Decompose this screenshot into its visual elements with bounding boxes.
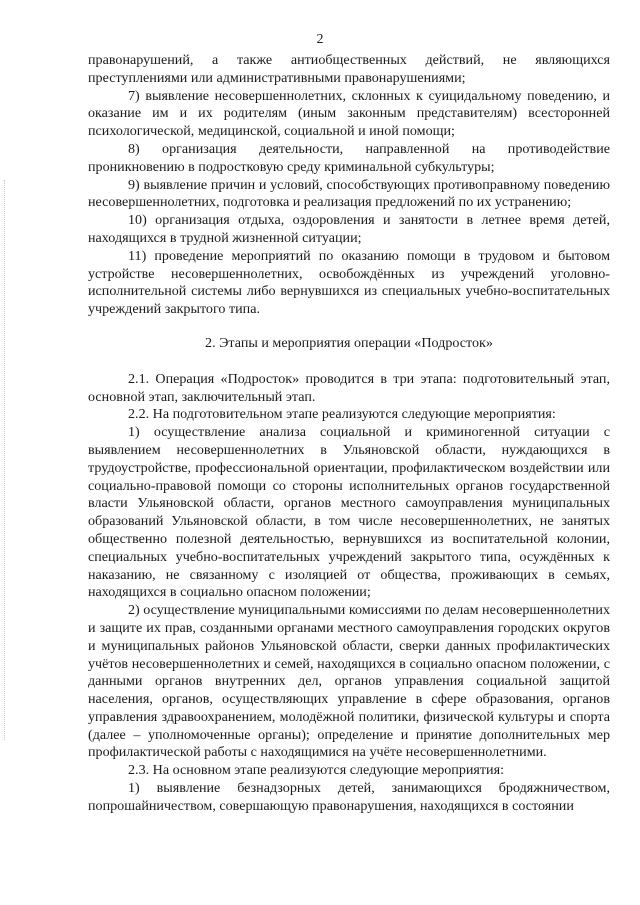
list-item-8: 8) организация деятельности, направленной на противодействие проникновению в подростковую среду криминальной субкультуры; — [88, 140, 610, 175]
clause-2-3: 2.3. На основном этапе реализуются следующие мероприятия: — [128, 762, 504, 779]
page-number: 2 — [316, 32, 324, 47]
clause-2-3-item-1: 1) выявление безнадзорных детей, занимающихся бродяжничеством, попрошайничеством, совершающую правонарушения, находящихся в состоянии — [88, 780, 610, 814]
section-heading: 2. Этапы и мероприятия операции «Подросток» — [205, 334, 493, 351]
clause-2-2-item-2: 2) осуществление муниципальными комиссиями по делам несовершеннолетних и защите их прав, созданными органами местного самоуправления городских округов и муниципальных районов Ульяновской области, сверки данных профилактических учётов несовершеннолетних и семей, находящихся в социально опасном положении, с данными органов внутренних дел, органов управления социальной защитой населения, органов, осуществляющих управление в сфере образования, органов управления здравоохранением, молодёжной политики, физической культуры и спорта (далее – уполномоченные органы); определение и принятие дополнительных мер профилактической работы с находящимися на учёте несовершеннолетними. — [88, 602, 610, 761]
scan-margin-marks — [4, 180, 11, 740]
list-item-7: 7) выявление несовершеннолетних, склонных к суицидальному поведению, и оказание им и их родителям (иным законным представителям) всесторонней психологической, медицинской, социальной и иной помощи; — [88, 87, 610, 140]
list-item-9: 9) выявление причин и условий, способствующих противоправному поведению несовершеннолетних, подготовка и реализация предложений по их устранению; — [88, 176, 610, 211]
list-item-10: 10) организация отдыха, оздоровления и занятости в летнее время детей, находящихся в трудной жизненной ситуации; — [88, 212, 610, 246]
clause-2-2: 2.2. На подготовительном этапе реализуются следующие мероприятия: — [128, 406, 556, 423]
clause-2-2-item-1: 1) осуществление анализа социальной и криминогенной ситуации с выявлением несовершеннолетних в Ульяновской области, нуждающихся в трудоустройстве, профессиональной ориентации, профилактическом воздействии или социально-правовой помощи со стороны исполнительных органов государственной власти Ульяновской области, органов местного самоуправления муниципальных образований Ульяновской области, в том числе несовершеннолетних, не занятых общественно полезной деятельностью, вернувшихся из воспитательной колонии, специальных учебно-воспитательных учреждений закрытого типа, осуждённых к наказанию, не связанному с изоляцией от общества, проживающих в семьях, находящихся в социально опасном положении; — [88, 424, 610, 601]
list-item-11: 11) проведение мероприятий по оказанию помощи в трудовом и бытовом устройстве несовершеннолетних, освобождённых из учреждений уголовно-исполнительной системы либо вернувшихся из специальных учебно-воспитательных учреждений закрытого типа. — [88, 247, 610, 318]
document-body — [88, 52, 610, 816]
clause-2-1: 2.1. Операция «Подросток» проводится в три этапа: подготовительный этап, основной этап, заключительный этап. — [88, 370, 610, 405]
paragraph-continuation: правонарушений, а также антиобщественных действий, не являющихся преступлениями или административными правонарушениями; — [88, 52, 610, 86]
